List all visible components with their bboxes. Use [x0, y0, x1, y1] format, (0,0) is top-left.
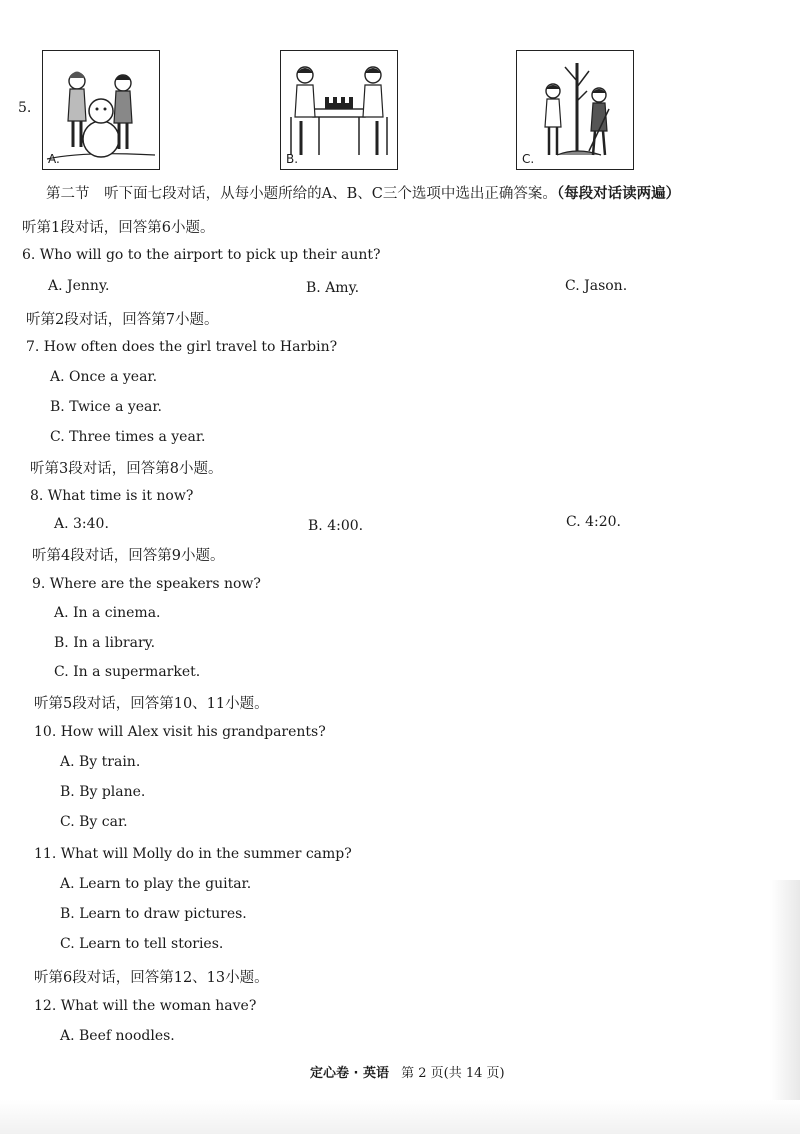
question-12-option-a[interactable]: A. Beef noodles.: [60, 1028, 175, 1044]
dialog-5-instruction: 听第5段对话，回答第10、11小题。: [34, 696, 269, 712]
question-11-stem: 11. What will Molly do in the summer camp?: [34, 846, 352, 862]
picture-c-label: C.: [522, 152, 535, 166]
question-7-option-a[interactable]: A. Once a year.: [50, 369, 158, 385]
question-6-stem: 6. Who will go to the airport to pick up their aunt?: [22, 247, 381, 263]
question-10-option-b[interactable]: B. By plane.: [60, 784, 146, 800]
question-8-option-b[interactable]: B. 4:00.: [308, 518, 364, 534]
question-7-option-c[interactable]: C. Three times a year.: [50, 429, 206, 445]
question-8-option-c[interactable]: C. 4:20.: [566, 514, 622, 530]
question-9-option-c[interactable]: C. In a supermarket.: [54, 664, 201, 680]
question-5-number: 5.: [18, 100, 32, 116]
picture-b[interactable]: [280, 50, 398, 170]
picture-a-label: A.: [48, 152, 60, 166]
question-10-stem: 10. How will Alex visit his grandparents?: [34, 724, 326, 740]
footer-page: 第 2 页(共 14 页): [401, 1066, 505, 1081]
question-7-stem: 7. How often does the girl travel to Harbin?: [26, 339, 338, 355]
dialog-6-instruction: 听第6段对话，回答第12、13小题。: [34, 970, 269, 986]
picture-a[interactable]: [42, 50, 160, 170]
question-8-stem: 8. What time is it now?: [30, 488, 194, 504]
question-11-option-a[interactable]: A. Learn to play the guitar.: [60, 876, 252, 892]
question-10-option-c[interactable]: C. By car.: [60, 814, 128, 830]
chess-icon: [281, 51, 397, 169]
tree-planting-icon: [517, 51, 633, 169]
picture-c[interactable]: [516, 50, 634, 170]
question-9-option-a[interactable]: A. In a cinema.: [54, 605, 161, 621]
scan-shadow: [770, 880, 800, 1100]
question-8-option-a[interactable]: A. 3:40.: [54, 516, 109, 532]
question-6-option-b[interactable]: B. Amy.: [306, 280, 360, 296]
snowman-icon: [43, 51, 159, 169]
question-6-option-a[interactable]: A. Jenny.: [48, 278, 110, 294]
question-6-option-c[interactable]: C. Jason.: [565, 278, 628, 294]
question-11-option-c[interactable]: C. Learn to tell stories.: [60, 936, 224, 952]
footer-book: 定心卷 · 英语: [310, 1066, 389, 1081]
question-12-stem: 12. What will the woman have?: [34, 998, 257, 1014]
page-footer: [310, 1062, 505, 1081]
dialog-4-instruction: 听第4段对话，回答第9小题。: [32, 548, 225, 564]
dialog-1-instruction: 听第1段对话，回答第6小题。: [22, 220, 215, 236]
question-11-option-b[interactable]: B. Learn to draw pictures.: [60, 906, 247, 922]
section-title: 第二节: [46, 186, 90, 202]
section-header: [46, 182, 680, 203]
dialog-3-instruction: 听第3段对话，回答第8小题。: [30, 461, 223, 477]
question-7-option-b[interactable]: B. Twice a year.: [50, 399, 163, 415]
section-note: （每段对话读两遍）: [556, 186, 681, 202]
dialog-2-instruction: 听第2段对话，回答第7小题。: [26, 312, 219, 328]
section-text: 听下面七段对话，从每小题所给的A、B、C三个选项中选出正确答案。: [104, 186, 557, 202]
question-10-option-a[interactable]: A. By train.: [60, 754, 141, 770]
picture-b-label: B.: [286, 152, 299, 166]
question-9-option-b[interactable]: B. In a library.: [54, 635, 156, 651]
question-9-stem: 9. Where are the speakers now?: [32, 576, 261, 592]
scan-bottom-edge: [0, 1100, 800, 1134]
